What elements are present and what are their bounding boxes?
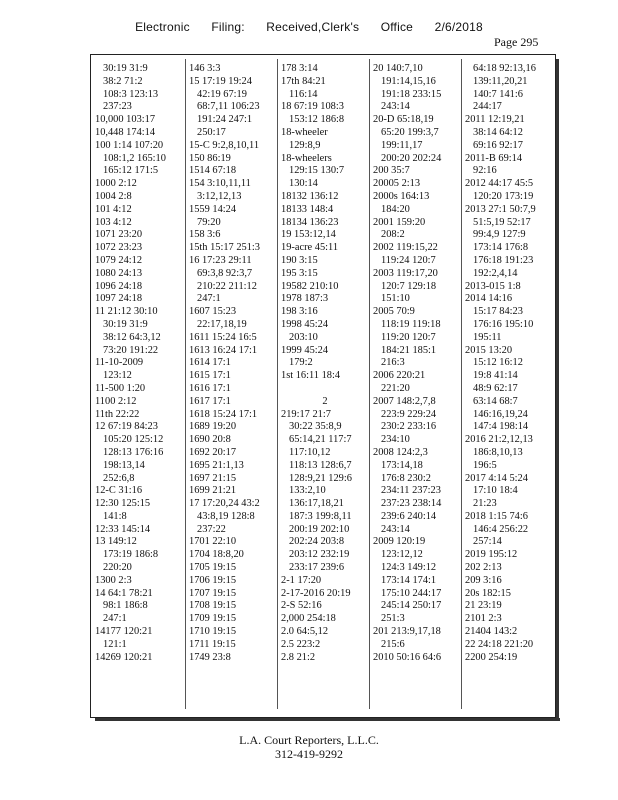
index-entry: 146:4 256:22 (473, 523, 529, 535)
index-entry: 1071 23:20 (95, 229, 143, 241)
index-entry: 11 21:12 30:10 (95, 306, 158, 318)
index-entry: 69:16 92:17 (473, 139, 523, 151)
index-entry: 2016 21:2,12,13 (465, 434, 533, 446)
header-office: Office (380, 20, 414, 34)
index-entry: 1706 19:15 (189, 574, 237, 586)
index-entry: 1711 19:15 (189, 638, 236, 650)
index-entry: 1710 19:15 (189, 626, 237, 638)
index-entry: 1695 21:1,13 (189, 459, 244, 471)
index-entry: 69:3,8 92:3,7 (197, 267, 253, 279)
index-entry: 15:12 16:12 (473, 357, 523, 369)
index-entry: 223:9 229:24 (381, 408, 437, 420)
index-entry: 20-D 65:18,19 (373, 114, 434, 126)
index-entry: 10,000 103:17 (95, 114, 156, 126)
index-entry: 234:11 237:23 (381, 485, 441, 497)
index-entry: 1705 19:15 (189, 562, 237, 574)
index-entry: 10,448 174:14 (95, 126, 156, 138)
index-entry: 1080 24:13 (95, 267, 143, 279)
index-entry: 22:17,18,19 (197, 318, 247, 330)
index-entry: 195 3:15 (281, 267, 318, 279)
index-entry: 117:10,12 (289, 446, 331, 458)
index-entry: 200:20 202:24 (381, 152, 442, 164)
index-column-3 (277, 59, 369, 709)
index-entry: 12:30 125:15 (95, 498, 151, 510)
index-entry: 237:23 238:14 (381, 498, 442, 510)
index-entry: 17th 84:21 (281, 75, 326, 87)
index-entry: 17:10 18:4 (473, 485, 518, 497)
index-entry: 124:3 149:12 (381, 562, 437, 574)
index-entry: 215:6 (381, 638, 405, 650)
index-entry: 15th 15:17 251:3 (189, 242, 261, 254)
index-entry: 19:8 41:14 (473, 370, 518, 382)
index-entry: 1607 15:23 (189, 306, 237, 318)
index-entry: 18132 136:12 (281, 190, 339, 202)
index-entry: 43:8,19 128:8 (197, 510, 255, 522)
index-entry: 64:18 92:13,16 (473, 63, 536, 74)
index-entry: 1617 17:1 (189, 395, 231, 407)
index-entry: 30:19 31:9 (103, 63, 148, 74)
index-entry: 195:11 (473, 331, 502, 343)
index-section-letter: 2 (322, 395, 328, 407)
index-entry: 202 2:13 (465, 562, 502, 574)
index-entry: 208:2 (381, 229, 405, 241)
index-entry: 21:23 (473, 498, 497, 510)
index-entry: 252:6,8 (103, 472, 135, 484)
index-entry: 51:5,19 52:17 (473, 216, 531, 228)
index-entry: 101 4:12 (95, 203, 132, 215)
index-entry: 1697 21:15 (189, 472, 237, 484)
index-entry: 2.5 223:2 (281, 638, 321, 650)
index-entry: 1615 17:1 (189, 370, 231, 382)
index-entry: 198:13,14 (103, 459, 145, 471)
index-entry: 103 4:12 (95, 216, 132, 228)
index-entry: 1097 24:18 (95, 293, 143, 305)
index-entry: 79:20 (197, 216, 221, 228)
index-entry: 2008 124:2,3 (373, 446, 428, 458)
index-entry: 1704 18:8,20 (189, 549, 244, 561)
index-entry: 68:7,11 106:23 (197, 101, 260, 113)
index-entry: 136:17,18,21 (289, 498, 344, 510)
index-entry: 11-10-2009 (95, 357, 144, 369)
header-filing: Filing: (211, 20, 245, 34)
header-received-clerks: Received,Clerk's (266, 20, 360, 34)
index-entry: 173:14 176:8 (473, 242, 529, 254)
index-entry: 19 153:12,14 (281, 229, 336, 241)
index-entry: 18134 136:23 (281, 216, 339, 228)
index-entry: 140:7 141:6 (473, 88, 523, 100)
index-entry: 121:1 (103, 638, 127, 650)
index-entry: 1690 20:8 (189, 434, 231, 446)
index-entry: 20 140:7,10 (373, 63, 423, 74)
index-entry: 42:19 67:19 (197, 88, 247, 100)
index-entry: 251:3 (381, 613, 405, 625)
index-entry: 2-17-2016 20:19 (281, 587, 351, 599)
index-entry: 2.8 21:2 (281, 651, 316, 663)
index-entry: 1300 2:3 (95, 574, 132, 586)
index-entry: 92:16 (473, 165, 497, 177)
index-entry: 19-acre 45:11 (281, 242, 339, 254)
index-entry: 1618 15:24 17:1 (189, 408, 258, 420)
index-entry: 20s 182:15 (465, 587, 511, 599)
index-entry: 200 35:7 (373, 165, 410, 177)
header-electronic: Electronic (135, 20, 190, 34)
index-entry: 237:23 (103, 101, 132, 113)
index-entry: 1999 45:24 (281, 344, 329, 356)
index-entry: 1709 19:15 (189, 613, 237, 625)
index-entry: 30:19 31:9 (103, 318, 148, 330)
index-entry: 191:18 233:15 (381, 88, 442, 100)
index-entry: 191:14,15,16 (381, 75, 436, 87)
index-entry: 179:2 (289, 357, 313, 369)
index-entry: 139:11,20,21 (473, 75, 528, 87)
index-entry: 128:9,21 129:6 (289, 472, 352, 484)
index-entry: 123:12,12 (381, 549, 423, 561)
index-entry: 3:12,12,13 (197, 190, 242, 202)
index-entry: 192:2,4,14 (473, 267, 518, 279)
index-entry: 65:20 199:3,7 (381, 126, 439, 138)
index-entry: 1707 19:15 (189, 587, 237, 599)
index-entry: 1079 24:12 (95, 254, 143, 266)
index-entry: 191:24 247:1 (197, 114, 253, 126)
index-entry: 173:19 186:8 (103, 549, 159, 561)
index-entry: 2014 14:16 (465, 293, 513, 305)
footer-company: L.A. Court Reporters, L.L.C. (239, 733, 379, 747)
index-entry: 165:12 171:5 (103, 165, 159, 177)
index-entry: 150 86:19 (189, 152, 231, 164)
index-entry: 198 3:16 (281, 306, 318, 318)
index-entry: 151:10 (381, 293, 410, 305)
index-entry: 203:10 (289, 331, 318, 343)
index-entry: 1100 2:12 (95, 395, 137, 407)
index-entry: 216:3 (381, 357, 405, 369)
index-entry: 196:5 (473, 459, 497, 471)
index-entry: 120:7 129:18 (381, 280, 437, 292)
index-entry: 129:15 130:7 (289, 165, 345, 177)
index-entry: 201 213:9,17,18 (373, 626, 441, 638)
index-entry: 30:22 35:8,9 (289, 421, 342, 433)
index-entry: 38:2 71:2 (103, 75, 143, 87)
index-entry: 14269 120:21 (95, 651, 153, 663)
index-entry: 12 67:19 84:23 (95, 421, 158, 433)
index-entry: 1559 14:24 (189, 203, 237, 215)
index-entry: 1699 21:21 (189, 485, 237, 497)
index-entry: 130:14 (289, 178, 318, 190)
index-entry: 118:13 128:6,7 (289, 459, 352, 471)
index-entry: 1708 19:15 (189, 600, 237, 612)
index-entry: 2000s 164:13 (373, 190, 430, 202)
index-entry: 2101 2:3 (465, 613, 502, 625)
index-entry: 108:1,2 165:10 (103, 152, 166, 164)
index-entry: 2019 195:12 (465, 549, 518, 561)
index-entry: 2200 254:19 (465, 651, 518, 663)
index-entry: 18-wheelers (281, 152, 332, 164)
index-entry: 243:14 (381, 101, 410, 113)
index-entry: 209 3:16 (465, 574, 502, 586)
index-entry: 250:17 (197, 126, 226, 138)
index-entry: 2018 1:15 74:6 (465, 510, 528, 522)
index-entry: 1692 20:17 (189, 446, 237, 458)
index-entry: 21 23:19 (465, 600, 502, 612)
index-entry: 184:21 185:1 (381, 344, 437, 356)
index-entry: 100 1:14 107:20 (95, 139, 164, 151)
index-column-4 (369, 59, 461, 709)
index-entry: 2012 44:17 45:5 (465, 178, 534, 190)
index-entry: 12:33 145:14 (95, 523, 151, 535)
index-entry: 257:14 (473, 536, 502, 548)
index-frame (90, 54, 556, 718)
index-entry: 15 17:19 19:24 (189, 75, 252, 87)
index-entry: 2010 50:16 64:6 (373, 651, 442, 663)
index-entry: 14177 120:21 (95, 626, 153, 638)
index-entry: 119:20 120:7 (381, 331, 436, 343)
index-entry: 2011 12:19,21 (465, 114, 525, 126)
index-entry: 120:20 173:19 (473, 190, 534, 202)
index-entry: 2011-B 69:14 (465, 152, 523, 164)
index-entry: 1616 17:1 (189, 382, 231, 394)
index-entry: 233:17 239:6 (289, 562, 345, 574)
index-entry: 219:17 21:7 (281, 408, 331, 420)
index-entry: 220:20 (103, 562, 132, 574)
index-entry: 18133 148:4 (281, 203, 334, 215)
index-entry: 173:14 174:1 (381, 574, 437, 586)
index-entry: 146:16,19,24 (473, 408, 528, 420)
index-entry: 245:14 250:17 (381, 600, 442, 612)
index-entry: 1701 22:10 (189, 536, 237, 548)
index-entry: 116:14 (289, 88, 318, 100)
index-column-1 (95, 63, 183, 664)
index-entry: 99:4,9 127:9 (473, 229, 526, 241)
index-entry: 1614 17:1 (189, 357, 231, 369)
index-entry: 175:10 244:17 (381, 587, 442, 599)
index-entry: 2-1 17:20 (281, 574, 322, 586)
index-entry: 48:9 62:17 (473, 382, 518, 394)
index-entry: 2015 13:20 (465, 344, 513, 356)
index-entry: 19582 210:10 (281, 280, 339, 292)
index-entry: 244:17 (473, 101, 502, 113)
index-entry: 1000 2:12 (95, 178, 137, 190)
index-entry: 2007 148:2,7,8 (373, 395, 436, 407)
index-entry: 234:10 (381, 434, 410, 446)
index-entry: 176:16 195:10 (473, 318, 534, 330)
index-entry: 178 3:14 (281, 63, 318, 74)
index-entry: 119:24 120:7 (381, 254, 436, 266)
index-entry: 141:8 (103, 510, 127, 522)
index-entry: 230:2 233:16 (381, 421, 437, 433)
index-entry: 118:19 119:18 (381, 318, 441, 330)
index-entry: 158 3:6 (189, 229, 221, 241)
index-entry: 18 67:19 108:3 (281, 101, 344, 113)
index-entry: 153:12 186:8 (289, 114, 345, 126)
index-entry: 221:20 (381, 382, 410, 394)
index-entry: 237:22 (197, 523, 226, 535)
index-entry: 1611 15:24 16:5 (189, 331, 257, 343)
index-entry: 186:8,10,13 (473, 446, 523, 458)
index-entry: 199:11,17 (381, 139, 423, 151)
index-entry: 2-S 52:16 (281, 600, 322, 612)
index-entry: 16 17:23 29:11 (189, 254, 252, 266)
index-entry: 2,000 254:18 (281, 613, 336, 625)
index-entry: 2003 119:17,20 (373, 267, 438, 279)
index-entry: 15:17 84:23 (473, 306, 523, 318)
index-entry: 247:1 (103, 613, 127, 625)
index-entry: 133:2,10 (289, 485, 326, 497)
index-entry: 210:22 211:12 (197, 280, 257, 292)
filing-header (0, 20, 618, 34)
index-entry: 63:14 68:7 (473, 395, 518, 407)
index-entry: 190 3:15 (281, 254, 318, 266)
index-entry: 2001 159:20 (373, 216, 426, 228)
index-entry: 1514 67:18 (189, 165, 237, 177)
index-entry: 38:12 64:3,12 (103, 331, 161, 343)
page-number: Page 295 (494, 35, 539, 49)
index-entry: 1689 19:20 (189, 421, 237, 433)
index-entry: 2013 27:1 50:7,9 (465, 203, 536, 215)
index-entry: 14 64:1 78:21 (95, 587, 153, 599)
index-entry: 65:14,21 117:7 (289, 434, 352, 446)
index-entry: 1072 23:23 (95, 242, 143, 254)
index-entry: 147:4 198:14 (473, 421, 529, 433)
index-entry: 11-500 1:20 (95, 382, 146, 394)
index-entry: 154 3:10,11,11 (189, 178, 251, 190)
index-entry: 200:19 202:10 (289, 523, 350, 535)
index-entry: 202:24 203:8 (289, 536, 345, 548)
index-entry: 247:1 (197, 293, 221, 305)
index-entry: 128:13 176:16 (103, 446, 164, 458)
index-entry: 21404 143:2 (465, 626, 518, 638)
index-entry: 98:1 186:8 (103, 600, 148, 612)
index-entry: 1096 24:18 (95, 280, 143, 292)
index-entry: 2005 70:9 (373, 306, 415, 318)
index-column-2 (185, 59, 277, 709)
index-entry (281, 383, 369, 396)
index-entry: 146 3:3 (189, 63, 221, 74)
index-entry: 17 17:20,24 43:2 (189, 498, 260, 510)
index-entry: 2006 220:21 (373, 370, 426, 382)
index-entry: 20005 2:13 (373, 178, 421, 190)
index-entry: 15-C 9:2,8,10,11 (189, 139, 260, 151)
index-entry: 13 149:12 (95, 536, 137, 548)
index-entry: 18-wheeler (281, 126, 328, 138)
index-entry: 129:8,9 (289, 139, 321, 151)
index-entry: 123:12 (103, 370, 132, 382)
index-entry: 1978 187:3 (281, 293, 329, 305)
index-entry: 73:20 191:22 (103, 344, 159, 356)
index-entry: 173:14,18 (381, 459, 423, 471)
index-entry: 2013-015 1:8 (465, 280, 521, 292)
index-entry: 22 24:18 221:20 (465, 638, 534, 650)
index-entry: 12-C 31:16 (95, 485, 143, 497)
index-column-5 (461, 59, 553, 709)
index-entry: 187:3 199:8,11 (289, 510, 352, 522)
index-entry: 2009 120:19 (373, 536, 426, 548)
index-entry: 2.0 64:5,12 (281, 626, 329, 638)
index-entry: 105:20 125:12 (103, 434, 164, 446)
header-date: 2/6/2018 (434, 20, 483, 34)
index-entry: 1613 16:24 17:1 (189, 344, 258, 356)
index-entry: 184:20 (381, 203, 410, 215)
index-entry: 11th 22:22 (95, 408, 140, 420)
index-entry: 176:8 230:2 (381, 472, 431, 484)
index-entry: 176:18 191:23 (473, 254, 534, 266)
index-entry: 1749 23:8 (189, 651, 231, 663)
index-entry: 2017 4:14 5:24 (465, 472, 528, 484)
index-entry: 2002 119:15,22 (373, 242, 438, 254)
footer-phone: 312-419-9292 (275, 747, 343, 761)
index-entry: 1004 2:8 (95, 190, 132, 202)
index-entry: 38:14 64:12 (473, 126, 523, 138)
index-entry: 243:14 (381, 523, 410, 535)
index-entry: 108:3 123:13 (103, 88, 159, 100)
index-entry: 1998 45:24 (281, 318, 329, 330)
index-entry: 239:6 240:14 (381, 510, 437, 522)
index-entry: 203:12 232:19 (289, 549, 350, 561)
index-entry: 1st 16:11 18:4 (281, 370, 341, 382)
